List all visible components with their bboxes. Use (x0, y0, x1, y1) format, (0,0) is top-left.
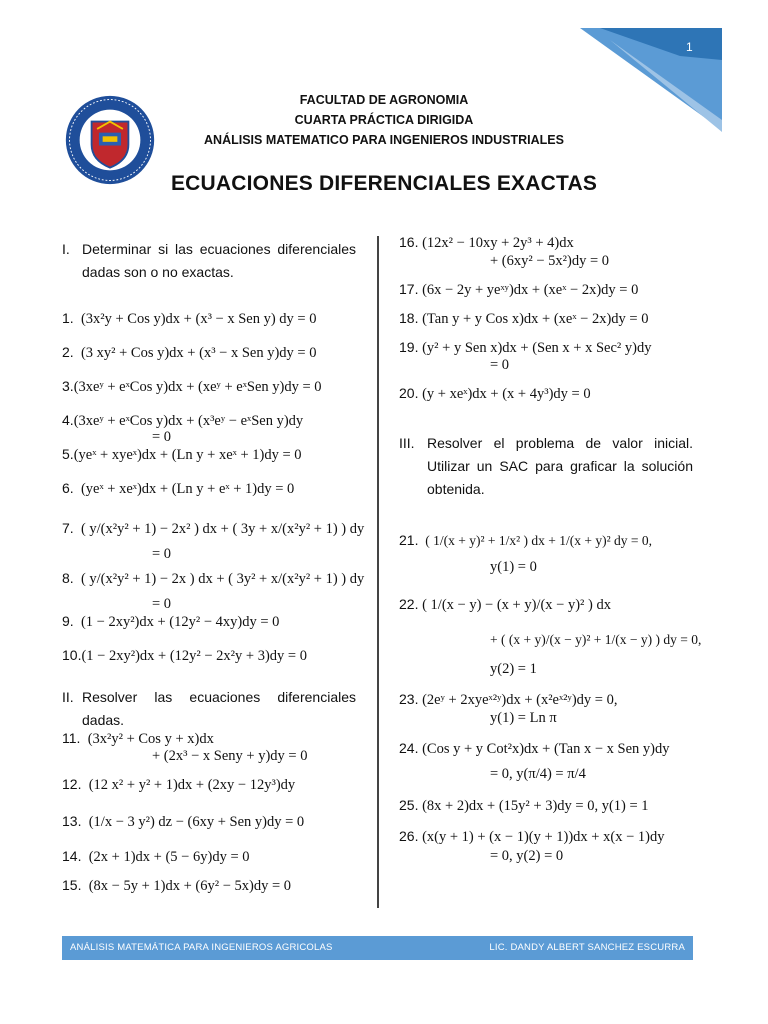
equation-4: 4.(3xeʸ + eˣCos y)dx + (x³eʸ − eˣSen y)dy (62, 412, 304, 429)
footer-author: LIC. DANDY ALBERT SANCHEZ ESCURRA (489, 942, 685, 953)
equation-18: 18. (Tan y + y Cos x)dx + (xeˣ − 2x)dy = 0 (399, 310, 649, 327)
equation-21: 21. ( 1/(x + y)² + 1/x² ) dx + 1/(x + y)² dy = 0, (399, 532, 653, 548)
equation-23: 23. (2eʸ + 2xyeˣ²ʸ)dx + (x²eˣ²ʸ)dy = 0, (399, 691, 618, 708)
equation-6: 6. (yeˣ + xeˣ)dx + (Ln y + eˣ + 1)dy = 0 (62, 480, 295, 497)
equation-12: 12. (12 x² + y² + 1)dx + (2xy − 12y³)dy (62, 776, 296, 793)
column-divider (377, 236, 379, 908)
equation-22: 22. ( 1/(x − y) − (x + y)/(x − y)² ) dx (399, 596, 611, 613)
section-ii-heading: II. Resolver las ecuaciones diferenciales dadas. (62, 686, 356, 732)
page-title: ECUACIONES DIFERENCIALES EXACTAS (170, 172, 598, 195)
equation-14: 14. (2x + 1)dx + (5 − 6y)dy = 0 (62, 848, 250, 865)
equation-24-continuation: = 0, y(π/4) = π/4 (490, 766, 586, 782)
equation-17: 17. (6x − 2y + yeˣʸ)dx + (xeˣ − 2x)dy = 0 (399, 281, 639, 298)
equation-19: 19. (y² + y Sen x)dx + (Sen x + x Sec² y)dy (399, 339, 652, 356)
page-number: 1 (686, 40, 693, 54)
section-iii-text: Resolver el problema de valor inicial. Utilizar un SAC para graficar la solución obtenida. (427, 435, 693, 497)
equation-24: 24. (Cos y + y Cot²x)dx + (Tan x − x Sen y)dy (399, 740, 670, 757)
footer-bar (62, 936, 693, 960)
equation-23-initial-condition: y(1) = Ln π (490, 710, 557, 726)
equation-16: 16. (12x² − 10xy + 2y³ + 4)dx (399, 234, 574, 251)
footer-course: ANÁLISIS MATEMÁTICA PARA INGENIEROS AGRICOLAS (70, 942, 333, 953)
equation-11-continuation: + (2x³ − x Seny + y)dy = 0 (152, 748, 308, 764)
equation-8: 8. ( y/(x²y² + 1) − 2x ) dx + ( 3y² + x/(x²y² + 1) ) dy (62, 570, 365, 587)
equation-16-continuation: + (6xy² − 5x²)dy = 0 (490, 253, 610, 269)
equation-20: 20. (y + xeˣ)dx + (x + 4y³)dy = 0 (399, 385, 591, 402)
equation-19-continuation: = 0 (490, 357, 510, 373)
equation-26: 26. (x(y + 1) + (x − 1)(y + 1))dx + x(x − 1)dy (399, 828, 665, 845)
equation-26-continuation: = 0, y(2) = 0 (490, 848, 564, 864)
equation-8-continuation: = 0 (152, 596, 172, 612)
equation-22-continuation: + ( (x + y)/(x − y)² + 1/(x − y) ) dy = 0, (490, 632, 702, 647)
section-ii-text: Resolver las ecuaciones diferenciales dadas. (82, 689, 356, 728)
equation-10: 10.(1 − 2xy²)dx + (12y² − 2x²y + 3)dy = 0 (62, 647, 307, 664)
equation-4-continuation: = 0 (152, 429, 172, 445)
section-iii-heading: III. Resolver el problema de valor inicial. Utilizar un SAC para graficar la solución obtenida. (399, 432, 693, 501)
section-i-heading: I. Determinar si las ecuaciones diferenciales dadas son o no exactas. (62, 238, 356, 284)
course-name: ANÁLISIS MATEMATICO PARA INGENIEROS INDUSTRIALES (204, 133, 564, 147)
equation-15: 15. (8x − 5y + 1)dx + (6y² − 5x)dy = 0 (62, 877, 292, 894)
equation-3: 3.(3xeʸ + eˣCos y)dx + (xeʸ + eˣSen y)dy = 0 (62, 378, 322, 395)
equation-7: 7. ( y/(x²y² + 1) − 2x² ) dx + ( 3y + x/(x²y² + 1) ) dy (62, 520, 365, 537)
equation-5: 5.(yeˣ + xyeˣ)dx + (Ln y + xeˣ + 1)dy = 0 (62, 446, 302, 463)
equation-13: 13. (1/x − 3 y²) dz − (6xy + Sen y)dy = 0 (62, 813, 305, 830)
equation-21-initial-condition: y(1) = 0 (490, 559, 537, 575)
equation-2: 2. (3 xy² + Cos y)dx + (x³ − x Sen y)dy = 0 (62, 344, 317, 361)
faculty-name: FACULTAD DE AGRONOMIA (299, 93, 469, 107)
equation-22-initial-condition: y(2) = 1 (490, 661, 537, 677)
section-i-text: Determinar si las ecuaciones diferenciales dadas son o no exactas. (82, 241, 356, 280)
equation-7-continuation: = 0 (152, 546, 172, 562)
equation-9: 9. (1 − 2xy²)dx + (12y² − 4xy)dy = 0 (62, 613, 280, 630)
practice-title: CUARTA PRÁCTICA DIRIGIDA (294, 113, 474, 127)
equation-11: 11. (3x²y² + Cos y + x)dx (62, 730, 214, 747)
equation-25: 25. (8x + 2)dx + (15y² + 3)dy = 0, y(1) = 1 (399, 797, 649, 814)
equation-1: 1. (3x²y + Cos y)dx + (x³ − x Sen y) dy = 0 (62, 310, 317, 327)
